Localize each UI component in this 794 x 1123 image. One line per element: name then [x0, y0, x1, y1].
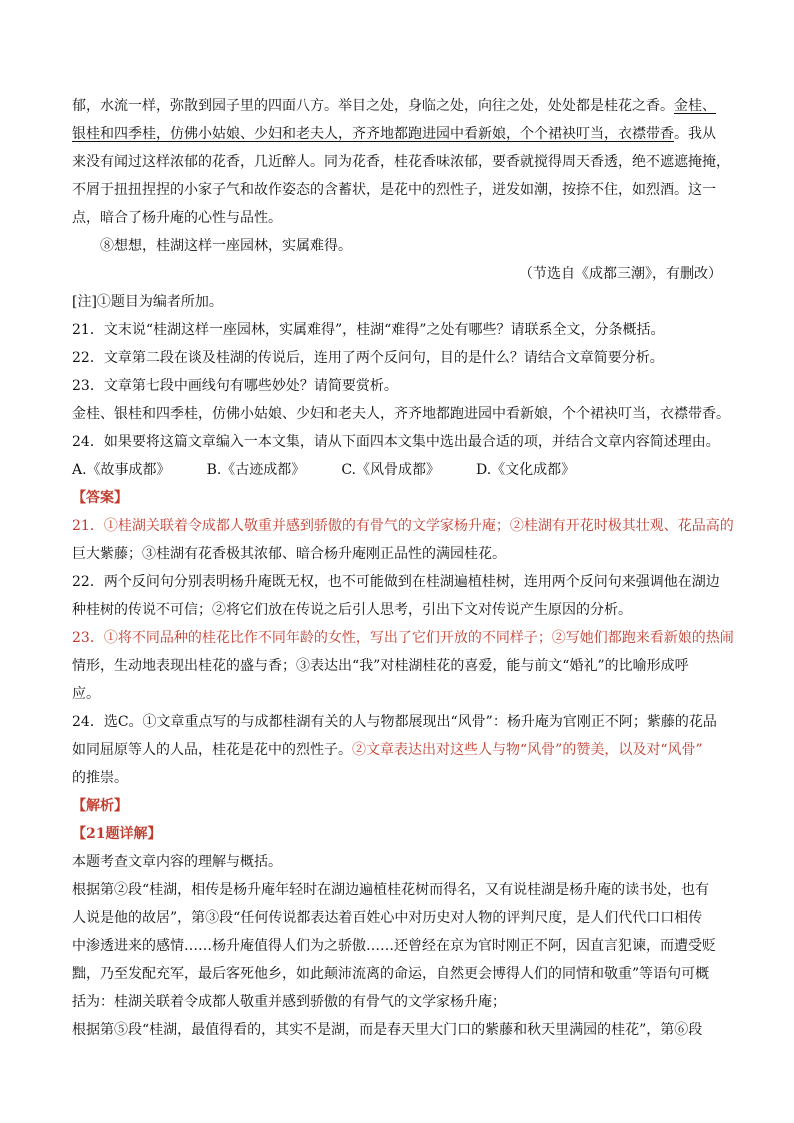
- option-b: B.《古迹成都》: [206, 462, 306, 478]
- underlined-sentence: 金桂、: [674, 98, 716, 114]
- answer-23-line: 23．①将不同品种的桂花比作不同年龄的女性，写出了它们开放的不同样子；②写她们都跑来看新娘的热闹: [72, 630, 734, 646]
- analysis-line: 人说是他的故居”，第③段“任何传说都表达着百姓心中对历史对人物的评判尺度，是人们代代口口相传: [72, 910, 703, 926]
- analysis-header: 【解析】: [72, 798, 128, 814]
- passage-line: 来没有闻过这样浓郁的花香，几近醉人。同为花香，桂花香味浓郁，要香就搅得周天香透，绝不遮遮掩掩，: [72, 154, 730, 170]
- passage-source: （节选自《成都三潮》，有删改）: [519, 266, 722, 282]
- option-a: A.《故事成都》: [72, 462, 171, 478]
- question-21: 21．文末说“桂湖这样一座园林，实属难得”，桂湖“难得”之处有哪些？请联系全文，分条概括。: [72, 322, 665, 338]
- analysis-line: 括为：桂湖关联着令成都人敬重并感到骄傲的有骨气的文学家杨升庵；: [72, 994, 506, 1010]
- analysis-line: 根据第⑤段“桂湖，最值得看的，其实不是湖，而是春天里大门口的紫藤和秋天里满园的桂花”，第⑥段: [72, 1022, 703, 1038]
- analysis-line: 黜，乃至发配充军，最后客死他乡，如此颠沛流离的命运，自然更会博得人们的同情和敬重”等语句可概: [72, 966, 710, 982]
- passage-line: 点，暗合了杨升庵的心性与品性。: [72, 210, 282, 226]
- answer-24-line: [72, 736, 724, 764]
- passage-text: 郁，水流一样，弥散到园子里的四面八方。举目之处，身临之处，向往之处，处处都是桂花之香。: [72, 98, 674, 114]
- answer-23-line: 应。: [72, 686, 100, 702]
- answer-header: 【答案】: [72, 490, 128, 506]
- passage-line: [72, 92, 724, 120]
- analysis-line: 本题考查文章内容的理解与概括。: [72, 854, 282, 870]
- analysis-line: 根据第②段“桂湖，相传是杨升庵年轻时在湖边遍植桂花树而得名，又有说桂湖是杨升庵的读书处，也有: [72, 882, 710, 898]
- note: [注]①题目为编者所加。: [72, 294, 223, 310]
- analysis-line: 中渗透进来的感情……杨升庵值得人们为之骄傲……还曾经在京为官时刚正不阿，因直言犯谏，而遭受贬: [72, 938, 716, 954]
- answer-text-red: ②文章表达出对这些人与物“风骨”的赞美，以及对“风骨”: [352, 742, 703, 758]
- answer-22-line: 22．两个反问句分别表明杨升庵既无权，也不可能做到在桂湖遍植桂树，连用两个反问句来强调他在湖边: [72, 574, 720, 590]
- passage-line: 不屑于扭扭捏捏的小家子气和故作姿态的含蓄状，是花中的烈性子，迸发如潮，按捺不住，如烈酒。这一: [72, 182, 716, 198]
- answer-24-line: 24．选C。①文章重点写的与成都桂湖有关的人与物都展现出“风骨”：杨升庵为官刚正不阿；紫藤的花品: [72, 714, 717, 730]
- answer-21-line: 21．①桂湖关联着令成都人敬重并感到骄傲的有骨气的文学家杨升庵；②桂湖有开花时极其壮观、花品高的: [72, 518, 734, 534]
- passage-text: 。我从: [674, 126, 716, 142]
- question-23-quote: 金桂、银桂和四季桂，仿佛小姑娘、少妇和老夫人，齐齐地都跑进园中看新娘，个个裙袂叮当，衣襟带香。: [72, 406, 730, 422]
- answer-23-line: 情形，生动地表现出桂花的盛与香；③表达出“我”对桂湖桂花的喜爱，能与前文“婚礼”的比喻形成呼: [72, 658, 689, 674]
- answer-22-line: 种桂树的传说不可信；②将它们放在传说之后引人思考，引出下文对传说产生原因的分析。: [72, 602, 632, 618]
- answer-24-line: 的推崇。: [72, 770, 128, 786]
- question-22: 22．文章第二段在谈及桂湖的传说后，连用了两个反问句，目的是什么？请结合文章简要分析。: [72, 350, 664, 366]
- question-24-options: [72, 456, 724, 484]
- option-d: D.《文化成都》: [475, 462, 576, 478]
- passage-paragraph-8: ⑧想想，桂湖这样一座园林，实属难得。: [100, 238, 352, 254]
- answer-text: 如同屈原等人的人品，桂花是花中的烈性子。: [72, 742, 352, 758]
- question-23: 23．文章第七段中画线句有哪些妙处？请简要赏析。: [72, 378, 398, 394]
- question-24: 24．如果要将这篇文章编入一本文集，请从下面四本文集中选出最合适的项，并结合文章内容简述理由。: [72, 434, 720, 450]
- document-page: [72, 92, 734, 1044]
- passage-line: [72, 120, 724, 148]
- answer-21-line: 巨大紫藤；③桂湖有花香极其浓郁、暗合杨升庵刚正品性的满园桂花。: [72, 546, 506, 562]
- underlined-sentence: 银桂和四季桂，仿佛小姑娘、少妇和老夫人，齐齐地都跑进园中看新娘，个个裙袂叮当，衣襟带香: [72, 126, 674, 142]
- option-c: C.《风骨成都》: [341, 462, 440, 478]
- detail-21-header: 【21题详解】: [72, 826, 162, 842]
